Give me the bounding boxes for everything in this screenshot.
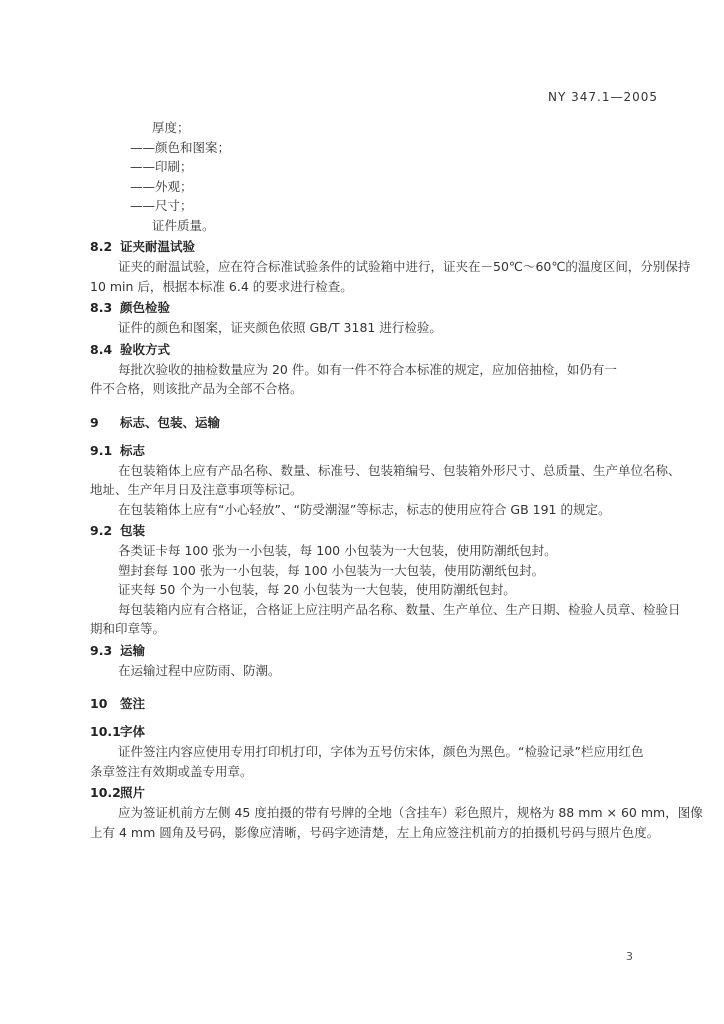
list-item: ——外观； [130,178,193,194]
heading-number: 9.2 [90,523,113,538]
paragraph-line: 每包装箱内应有合格证，合格证上应注明产品名称、数量、生产单位、生产日期、检验人员章、检验日 [118,601,681,617]
heading-title: 标志 [120,442,146,458]
heading-number: 8.2 [90,239,113,254]
paragraph-line: 在包装箱体上应有“小心轻放”、“防受潮湿”等标志，标志的使用应符合 GB 191 的规定。 [118,501,611,517]
paragraph-line: 每批次验收的抽检数量应为 20 件。如有一件不符合本标准的规定，应加倍抽检，如仍有一 [118,361,617,377]
heading-number: 8.3 [90,300,113,315]
list-item: 证件质量。 [152,217,215,233]
section-heading [90,297,658,318]
paragraph-line: 证件的颜色和图案，证夹颜色依照 GB/T 3181 进行检验。 [118,320,442,335]
heading-title: 颜色检验 [120,300,171,315]
paragraph-line: 地址、生产年月日及注意事项等标记。 [90,482,303,497]
paragraph-line: 在包装箱体上应有产品名称、数量、标准号、包装箱编号、包装箱外形尺寸、总质量、生产单位名称、 [118,462,681,478]
section-heading [90,721,658,742]
heading-title: 验收方式 [120,341,171,357]
section-heading [90,339,658,360]
section-heading [90,520,658,541]
list-item: 厚度； [152,120,190,135]
section-heading [90,782,658,803]
heading-title: 运输 [120,642,146,658]
page-number: 3 [626,950,633,963]
section-heading [90,236,658,257]
heading-title: 签注 [120,696,146,711]
paragraph-line: 证夹的耐温试验，应在符合标准试验条件的试验箱中进行，证夹在－50℃～60℃的温度区间，分别保持 [118,259,691,274]
heading-title: 照片 [120,785,146,800]
heading-title: 标志、包装、运输 [120,414,221,430]
paragraph-line: 条章签注有效期或盖专用章。 [90,763,253,779]
paragraph-line: 在运输过程中应防雨、防潮。 [118,662,281,678]
heading-title: 字体 [120,724,146,739]
inspection-items-list [90,118,658,235]
heading-title: 包装 [120,523,146,538]
section-heading [90,640,658,661]
heading-number: 9.1 [90,442,113,458]
heading-number: 10.1 [90,724,121,739]
heading-number: 10.2 [90,785,121,800]
paragraph-line: 件不合格，则该批产品为全部不合格。 [90,381,303,396]
paragraph-line: 证件签注内容应使用专用打印机打印，字体为五号仿宋体，颜色为黑色。“检验记录”栏应用红色 [118,744,644,759]
paragraph-line: 10 min 后，根据本标准 6.4 的要求进行检查。 [90,278,353,294]
paragraph-line: 应为签证机前方左侧 45 度拍摄的带有号牌的全地（含挂车）彩色照片，规格为 88 mm × 60 mm，图像 [118,805,703,820]
heading-number: 10 [90,696,108,711]
document-body [90,118,703,842]
paragraph-line: 证夹每 50 个为一小包装，每 20 小包装为一大包装，使用防潮纸包封。 [118,582,516,597]
standard-number: NY 347.1—2005 [547,90,658,104]
chapter-heading [90,412,658,433]
heading-number: 9.3 [90,642,113,658]
paragraph-line: 期和印章等。 [90,621,166,636]
heading-number: 9 [90,414,99,430]
paragraph-line: 各类证卡每 100 张为一小包装，每 100 小包装为一大包装，使用防潮纸包封。 [118,543,557,558]
list-item: ——印刷； [130,159,193,174]
heading-title: 证夹耐温试验 [120,239,196,254]
paragraph-line: 塑封套每 100 张为一小包装，每 100 小包装为一大包装，使用防潮纸包封。 [118,562,545,578]
heading-number: 8.4 [90,341,113,357]
section-heading [90,440,658,461]
sections [90,236,703,842]
chapter-heading [90,693,658,714]
paragraph-line: 上有 4 mm 圆角及号码，影像应清晰，号码字迹清楚，左上角应签注机前方的拍摄机号码与照片色度。 [90,824,660,840]
list-item: ——颜色和图案； [130,139,231,155]
list-item: ——尺寸； [130,198,193,213]
